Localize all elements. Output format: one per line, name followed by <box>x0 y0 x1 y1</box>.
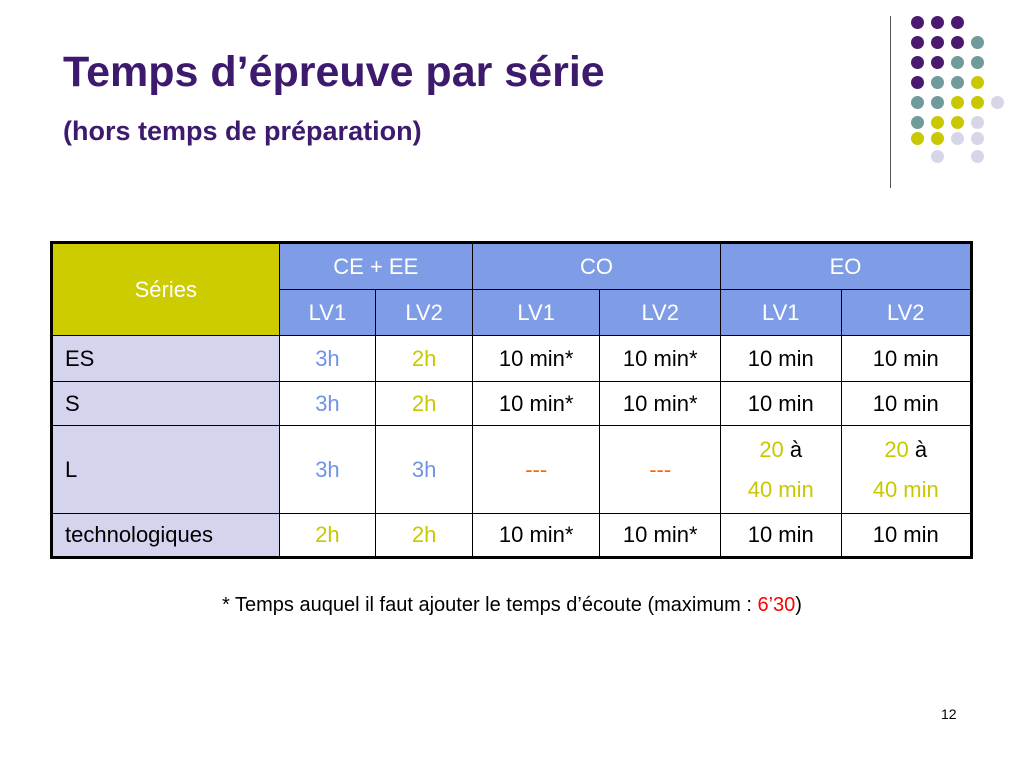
table-cell: 10 min* <box>472 382 600 426</box>
decorative-dot <box>951 96 964 109</box>
group-header-ce-ee: CE + EE <box>279 243 472 290</box>
decorative-dot <box>971 116 984 129</box>
table-cell: 10 min* <box>600 382 721 426</box>
decorative-dot <box>931 132 944 145</box>
decorative-dot <box>931 36 944 49</box>
table-cell: 2h <box>376 336 473 382</box>
table-cell: 10 min <box>720 382 841 426</box>
eo-range-separator: à <box>914 436 928 462</box>
decorative-divider <box>890 16 891 188</box>
row-header: technologiques <box>52 514 280 558</box>
table-cell: 3h <box>376 426 473 514</box>
table-cell: 10 min <box>720 336 841 382</box>
table-cell: 2h <box>376 514 473 558</box>
decorative-dot <box>971 56 984 69</box>
eo-range-start: 20 <box>884 436 909 462</box>
table-row <box>52 426 972 514</box>
decorative-dot <box>911 56 924 69</box>
sub-header-lv1: LV1 <box>279 290 376 336</box>
table-cell: 10 min* <box>600 514 721 558</box>
page-number: 12 <box>941 706 957 722</box>
decorative-dot <box>951 36 964 49</box>
timing-table <box>50 241 973 559</box>
table-cell: 10 min <box>841 514 972 558</box>
table-cell <box>841 426 972 514</box>
decorative-dot <box>951 116 964 129</box>
row-header: L <box>52 426 280 514</box>
table-row <box>52 336 972 382</box>
table-cell: --- <box>600 426 721 514</box>
table-row <box>52 514 972 558</box>
decorative-dot <box>991 96 1004 109</box>
table-cell: 10 min <box>720 514 841 558</box>
table-cell: 3h <box>279 336 376 382</box>
footnote-max-value: 6’30 <box>757 594 796 616</box>
decorative-dot <box>911 36 924 49</box>
footnote <box>0 594 1024 617</box>
eo-range-start: 20 <box>759 436 784 462</box>
decorative-dot <box>911 76 924 89</box>
table-cell: 10 min* <box>600 336 721 382</box>
decorative-dot <box>911 116 924 129</box>
decorative-dot <box>931 116 944 129</box>
slide-title: Temps d’épreuve par série <box>63 48 605 96</box>
sub-header-lv2: LV2 <box>841 290 972 336</box>
sub-header-lv2: LV2 <box>376 290 473 336</box>
table-cell: --- <box>472 426 600 514</box>
decorative-dot <box>931 16 944 29</box>
decorative-dot <box>931 56 944 69</box>
table-cell: 2h <box>376 382 473 426</box>
decorative-dot <box>971 76 984 89</box>
eo-range-separator: à <box>789 436 803 462</box>
eo-range-end: 40 min <box>872 476 939 502</box>
decorative-dot <box>971 132 984 145</box>
group-header-co: CO <box>472 243 720 290</box>
decorative-dot <box>911 16 924 29</box>
decorative-dot <box>971 96 984 109</box>
sub-header-lv1: LV1 <box>720 290 841 336</box>
footnote-text: * Temps auquel il faut ajouter le temps d’écoute (maximum : <box>222 594 758 616</box>
table-cell: 10 min* <box>472 514 600 558</box>
decorative-dot <box>911 96 924 109</box>
table-row <box>52 382 972 426</box>
table-cell: 2h <box>279 514 376 558</box>
series-header: Séries <box>52 243 280 336</box>
decorative-dot <box>971 36 984 49</box>
row-header: ES <box>52 336 280 382</box>
footnote-end: ) <box>795 594 802 616</box>
table-cell <box>720 426 841 514</box>
group-header-eo: EO <box>720 243 971 290</box>
decorative-dot <box>951 56 964 69</box>
table-cell: 10 min* <box>472 336 600 382</box>
decorative-dot <box>971 150 984 163</box>
decorative-dot <box>911 132 924 145</box>
sub-header-lv2: LV2 <box>600 290 721 336</box>
decorative-dot <box>951 132 964 145</box>
decorative-dot <box>951 76 964 89</box>
row-header: S <box>52 382 280 426</box>
decorative-dot <box>931 76 944 89</box>
decorative-dot <box>931 96 944 109</box>
decorative-dot <box>931 150 944 163</box>
eo-range-end: 40 min <box>747 476 814 502</box>
sub-header-lv1: LV1 <box>472 290 600 336</box>
slide-subtitle: (hors temps de préparation) <box>63 116 422 146</box>
table-cell: 3h <box>279 382 376 426</box>
decorative-dot <box>951 16 964 29</box>
table-cell: 10 min <box>841 336 972 382</box>
table-cell: 10 min <box>841 382 972 426</box>
table-cell: 3h <box>279 426 376 514</box>
